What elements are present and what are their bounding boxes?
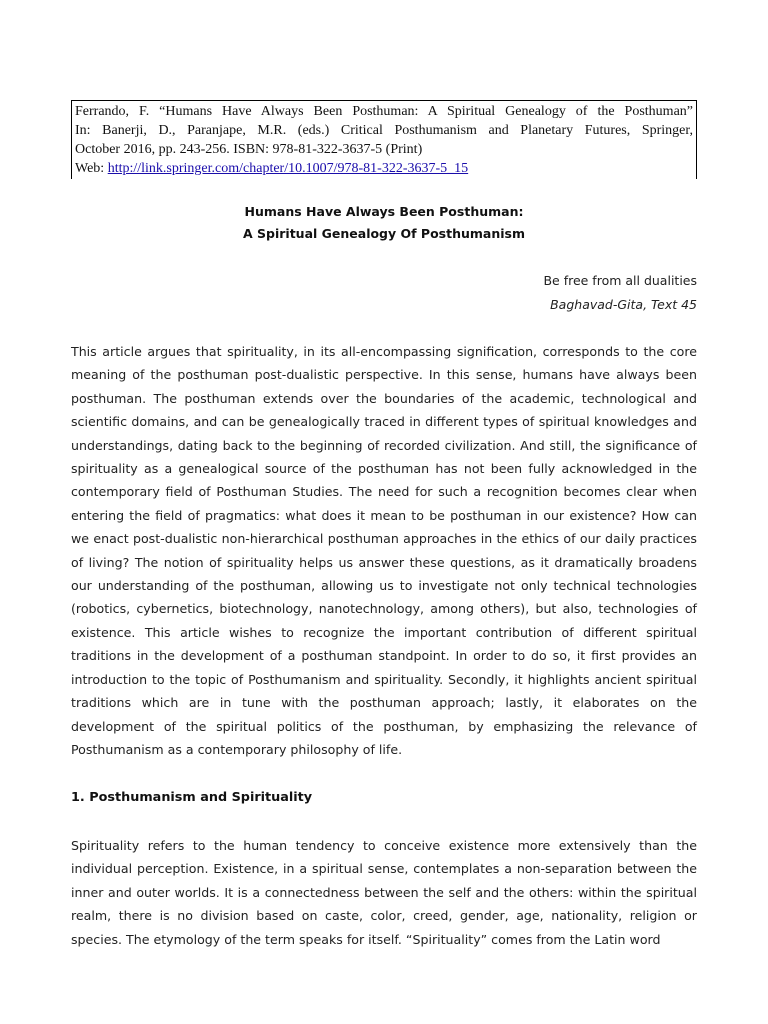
- article-title-line2: A Spiritual Genealogy Of Posthumanism: [242, 226, 525, 241]
- epigraph-source: Baghavad-Gita, Text 45: [550, 297, 697, 312]
- epigraph-quote: Be free from all dualities: [543, 273, 697, 288]
- section-1-heading: 1. Posthumanism and Spirituality: [71, 790, 313, 805]
- citation-box: [71, 100, 697, 179]
- citation-editors: In: Banerji, D., Paranjape, M.R. (eds.) Critical Posthumanism and Planetary Futures, Springer,: [75, 123, 693, 138]
- article-title-line1: Humans Have Always Been Posthuman:: [244, 204, 524, 219]
- citation-publication-info: October 2016, pp. 243-256. ISBN: 978-81-322-3637-5 (Print): [75, 142, 423, 157]
- abstract-paragraph: This article argues that spirituality, in its all-encompassing signification, corresponds to the core meaning of the posthuman post-dualistic perspective. In this sense, humans have always been posthuman. The posthuman extends over the boundaries of the academic, technological and scientific domains, and can be genealogically traced in different types of spiritual knowledges and understandings, dating back to the beginning of recorded civilization. And still, the significance of spirituality as a genealogical source of the posthuman has not been fully acknowledged in the contemporary field of Posthuman Studies. The need for such a recognition becomes clear when entering the field of pragmatics: what does it mean to be posthuman in our existence? How can we enact post-dualistic non-hierarchical posthuman approaches in the ethics of our daily practices of living? The notion of spirituality helps us answer these questions, as it dramatically broadens our understanding of the posthuman, allowing us to investigate not only technical technologies (robotics, cybernetics, biotechnology, nanotechnology, among others), but also, technologies of existence. This article wishes to recognize the important contribution of different spiritual traditions in the development of a posthuman standpoint. In order to do so, it first provides an introduction to the topic of Posthumanism and spirituality. Secondly, it highlights ancient spiritual traditions which are in tune with the posthuman approach; lastly, it elaborates on the development of the spiritual politics of the posthuman, by emphasizing the relevance of Posthumanism as a contemporary philosophy of life.: [71, 344, 697, 757]
- section-1-paragraph: Spirituality refers to the human tendency to conceive existence more extensively than the individual perception. Existence, in a spiritual sense, contemplates a non-separation between the inner and outer worlds. It is a connectedness between the self and the others: within the spiritual realm, there is no division based on caste, color, creed, gender, age, nationality, religion or species. The etymology of the term speaks for itself. “Spirituality” comes from the Latin word: [71, 838, 697, 947]
- citation-author-title: Ferrando, F. “Humans Have Always Been Posthuman: A Spiritual Genealogy of the Posthuman”: [75, 104, 693, 119]
- citation-web-label: Web:: [75, 161, 108, 176]
- citation-web-link[interactable]: http://link.springer.com/chapter/10.1007/978-81-322-3637-5_15: [107, 161, 469, 176]
- citation-web: [75, 159, 693, 178]
